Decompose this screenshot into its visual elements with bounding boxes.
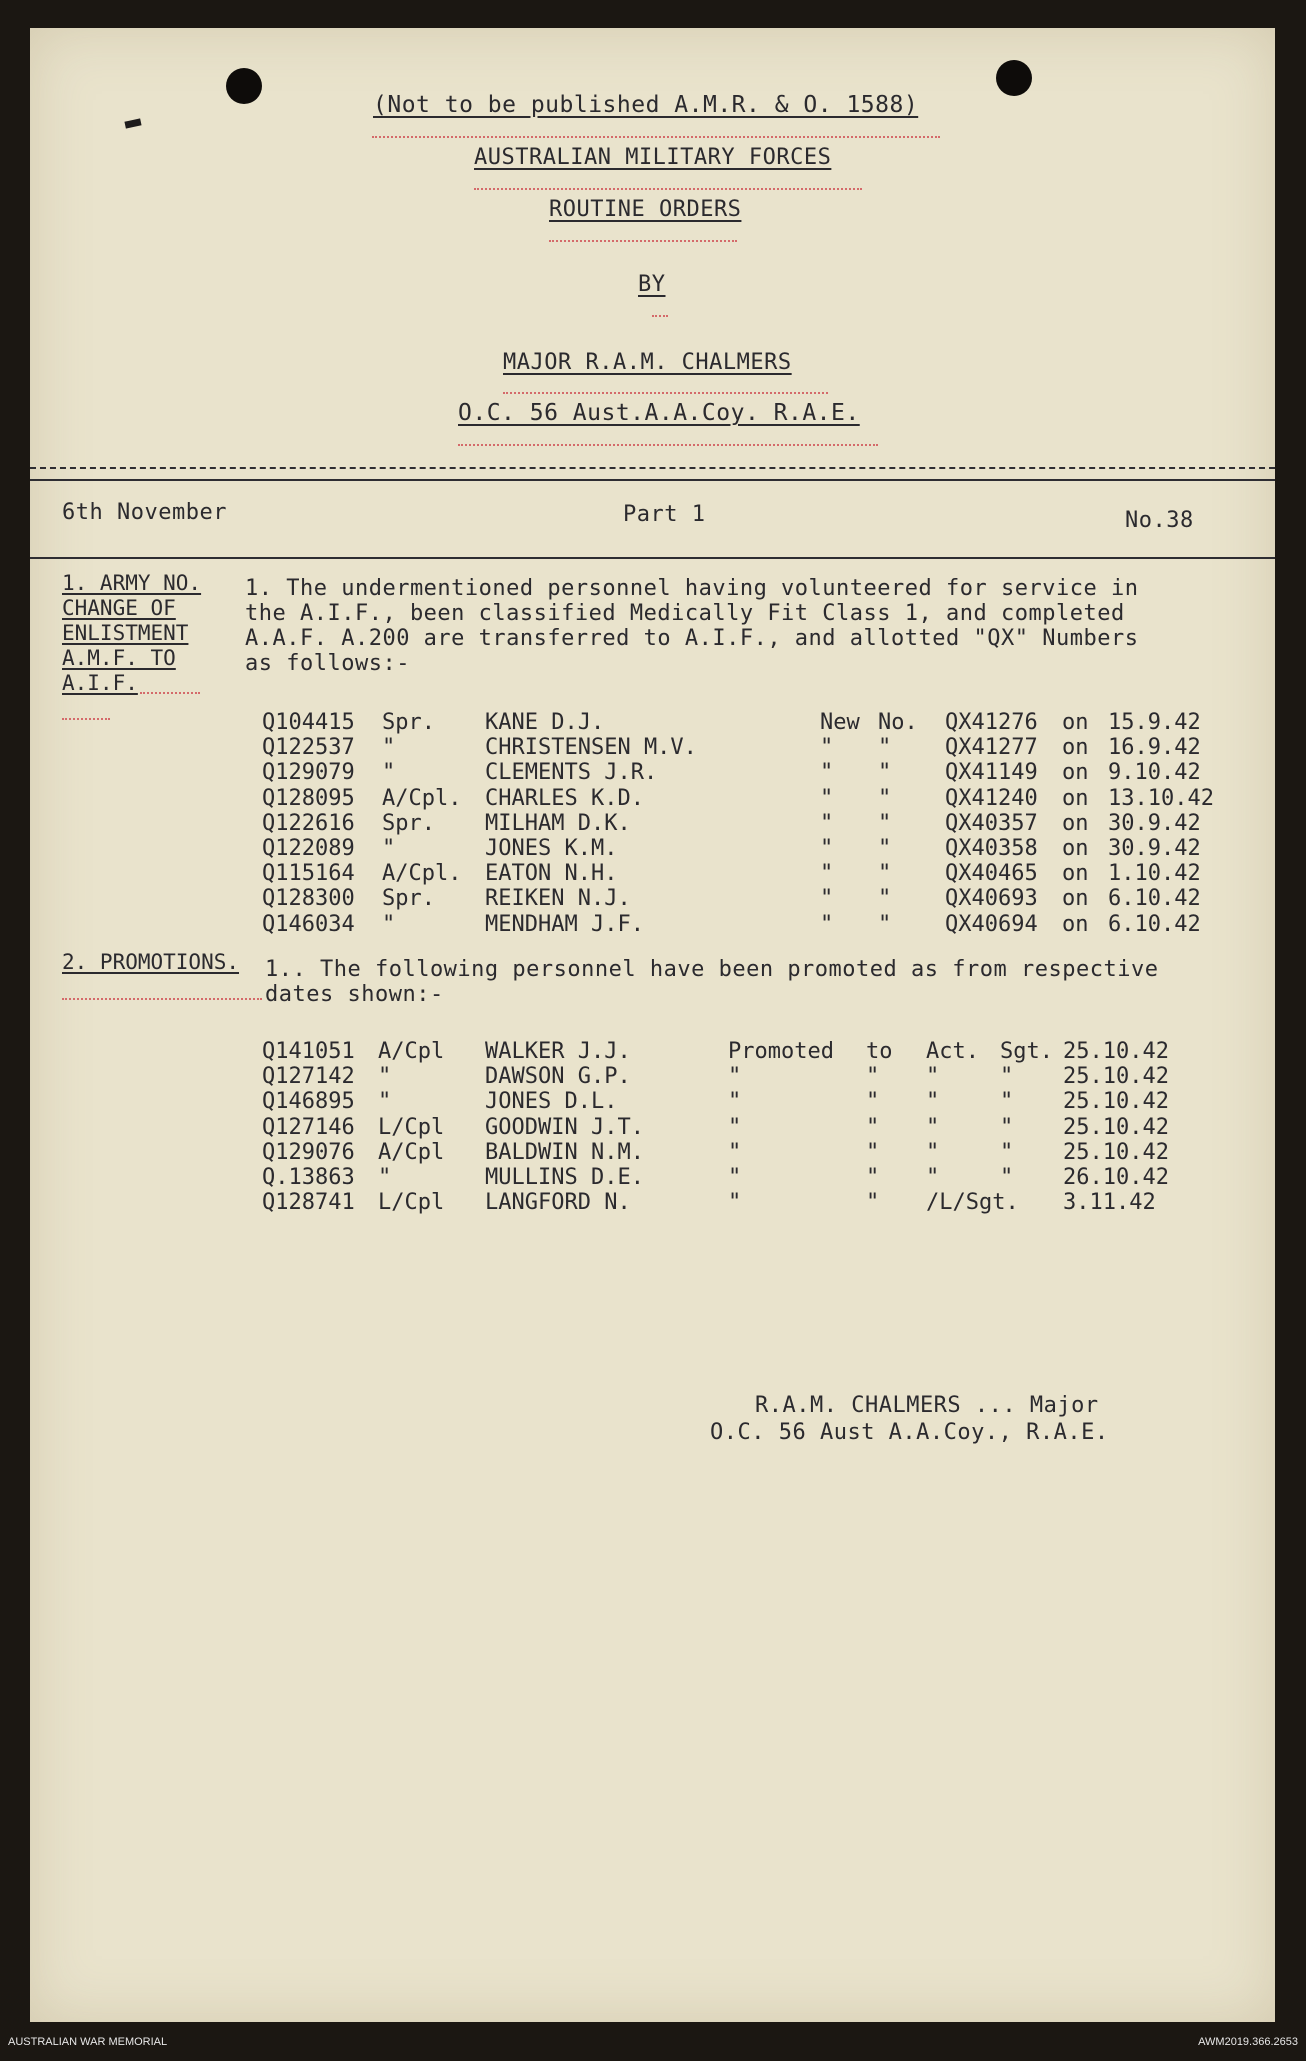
section1-label-line: CHANGE OF (62, 596, 176, 620)
promotion-name: BALDWIN N.M. (485, 1139, 644, 1165)
transfer-date: 30.9.42 (1108, 836, 1201, 861)
restriction-note: (Not to be published A.M.R. & O. 1588) (373, 92, 919, 118)
punch-hole (996, 60, 1032, 96)
transfer-c1: " (820, 735, 834, 761)
promotion-a: " (728, 1114, 742, 1140)
promotion-d: Sgt. (1000, 1039, 1053, 1064)
transfer-name: CHRISTENSEN M.V. (485, 735, 697, 761)
promotion-c: Act. (926, 1039, 979, 1064)
transfer-row (0, 836, 1306, 862)
transfer-no: Q129079 (262, 760, 355, 786)
promotion-b: " (866, 1089, 880, 1115)
transfer-c2: " (878, 911, 892, 937)
promotion-a: " (728, 1064, 742, 1090)
transfer-no: Q122616 (262, 810, 355, 836)
promotion-row (0, 1039, 1306, 1065)
red-dotted-rule (549, 240, 737, 242)
promotion-row (0, 1115, 1306, 1141)
transfer-c1: " (820, 810, 834, 836)
promotion-b: " (866, 1165, 880, 1190)
transfer-date: 6.10.42 (1108, 911, 1201, 937)
promotion-a: " (728, 1165, 742, 1190)
footer-left: AUSTRALIAN WAR MEMORIAL (8, 2036, 168, 2048)
promotion-date: 25.10.42 (1063, 1114, 1169, 1140)
promotion-no: Q141051 (262, 1039, 355, 1064)
section1-label-line: ENLISTMENT (62, 621, 189, 645)
order-number: No.38 (1125, 508, 1194, 533)
transfer-newno: QX40694 (945, 911, 1038, 937)
promotion-no: Q127142 (262, 1064, 355, 1090)
transfer-rank: " (382, 836, 396, 861)
transfer-name: CHARLES K.D. (485, 785, 644, 811)
transfer-name: EATON N.H. (485, 861, 618, 887)
section2-text-line: dates shown:- (265, 982, 444, 1007)
transfer-c1: " (820, 861, 834, 887)
promotion-row (0, 1165, 1306, 1191)
transfer-c2: " (878, 861, 892, 887)
promotion-rank: A/Cpl (378, 1139, 445, 1165)
transfer-c2: " (878, 760, 892, 786)
order-date: 6th November (62, 500, 227, 525)
red-dotted-rule (652, 315, 668, 317)
promotion-d: " (1000, 1165, 1014, 1190)
transfer-name: MENDHAM J.F. (485, 911, 644, 937)
transfer-on: on (1062, 735, 1089, 761)
punch-hole (226, 68, 262, 104)
transfer-row (0, 811, 1306, 837)
transfer-row (0, 735, 1306, 761)
signature-line: O.C. 56 Aust A.A.Coy., R.A.E. (710, 1420, 1109, 1445)
red-dotted-rule (140, 692, 200, 694)
top-rule (30, 479, 1275, 481)
promotion-a: Promoted (728, 1039, 834, 1064)
promotion-no: Q129076 (262, 1139, 355, 1165)
promotion-b: " (866, 1114, 880, 1140)
promotion-row (0, 1064, 1306, 1090)
transfer-c2: No. (878, 710, 918, 735)
transfer-c2: " (878, 836, 892, 861)
officer-heading: MAJOR R.A.M. CHALMERS (503, 350, 792, 375)
transfer-date: 9.10.42 (1108, 760, 1201, 786)
transfer-on: on (1062, 861, 1089, 887)
transfer-date: 15.9.42 (1108, 710, 1201, 735)
transfer-no: Q122089 (262, 836, 355, 861)
forces-heading: AUSTRALIAN MILITARY FORCES (474, 145, 832, 170)
transfer-on: on (1062, 810, 1089, 836)
section1-label-line: 1. ARMY NO. (62, 571, 202, 595)
transfer-row (0, 786, 1306, 812)
red-dotted-rule (458, 444, 878, 446)
transfer-rank: Spr. (382, 810, 435, 836)
transfer-date: 16.9.42 (1108, 735, 1201, 761)
transfer-on: on (1062, 785, 1089, 811)
transfer-c2: " (878, 735, 892, 761)
transfer-date: 30.9.42 (1108, 810, 1201, 836)
promotion-no: Q146895 (262, 1089, 355, 1115)
transfer-newno: QX41276 (945, 710, 1038, 735)
transfer-row (0, 886, 1306, 912)
transfer-c1: " (820, 785, 834, 811)
transfer-on: on (1062, 886, 1089, 912)
section1-text-line: A.A.F. A.200 are transferred to A.I.F., and allotted "QX" Numbers (245, 626, 1139, 651)
info-rule (30, 557, 1275, 559)
promotion-c: " (926, 1165, 940, 1190)
section2-text-line: 1.. The following personnel have been promoted as from respective (265, 957, 1159, 982)
transfer-on: on (1062, 911, 1089, 937)
transfer-on: on (1062, 760, 1089, 786)
section1-text-line: as follows:- (245, 651, 410, 676)
section1-label-line: A.I.F. (62, 671, 138, 695)
section1-label-line: A.M.F. TO (62, 646, 176, 670)
red-dotted-rule (372, 136, 940, 138)
promotion-no: Q128741 (262, 1190, 355, 1216)
promotion-name: LANGFORD N. (485, 1190, 631, 1216)
transfer-newno: QX40465 (945, 861, 1038, 887)
transfer-rank: A/Cpl. (382, 861, 462, 887)
promotion-rank: " (378, 1064, 392, 1090)
transfer-c1: New (820, 710, 860, 735)
promotion-rank: A/Cpl (378, 1039, 445, 1064)
unit-heading: O.C. 56 Aust.A.A.Coy. R.A.E. (458, 400, 860, 426)
transfer-no: Q146034 (262, 911, 355, 937)
signature-line: R.A.M. CHALMERS ... Major (755, 1393, 1099, 1418)
transfer-name: MILHAM D.K. (485, 810, 631, 836)
promotion-date: 25.10.42 (1063, 1089, 1169, 1115)
transfer-no: Q128300 (262, 886, 355, 912)
transfer-row (0, 861, 1306, 887)
transfer-name: CLEMENTS J.R. (485, 760, 658, 786)
promotion-c: " (926, 1064, 940, 1090)
promotion-rank: " (378, 1165, 392, 1190)
transfer-row (0, 912, 1306, 938)
promotion-date: 3.11.42 (1063, 1190, 1156, 1216)
promotion-rank: " (378, 1089, 392, 1115)
transfer-date: 6.10.42 (1108, 886, 1201, 912)
promotion-b: " (866, 1139, 880, 1165)
transfer-name: REIKEN N.J. (485, 886, 631, 912)
document-page (30, 28, 1275, 2022)
transfer-c2: " (878, 886, 892, 912)
transfer-row (0, 710, 1306, 736)
transfer-on: on (1062, 710, 1089, 735)
promotion-rank: L/Cpl (378, 1190, 445, 1216)
by-heading: BY (638, 272, 666, 297)
promotion-a: " (728, 1190, 742, 1216)
promotion-date: 25.10.42 (1063, 1039, 1169, 1064)
top-rule (30, 467, 1275, 469)
transfer-date: 1.10.42 (1108, 861, 1201, 887)
transfer-newno: QX41149 (945, 760, 1038, 786)
transfer-newno: QX40693 (945, 886, 1038, 912)
transfer-newno: QX41277 (945, 735, 1038, 761)
transfer-no: Q122537 (262, 735, 355, 761)
transfer-newno: QX41240 (945, 785, 1038, 811)
promotion-date: 25.10.42 (1063, 1064, 1169, 1090)
transfer-c1: " (820, 886, 834, 912)
promotion-name: GOODWIN J.T. (485, 1114, 644, 1140)
section1-text-line: 1. The undermentioned personnel having volunteered for service in (245, 576, 1139, 601)
transfer-rank: " (382, 760, 396, 786)
promotion-d: " (1000, 1064, 1014, 1090)
transfer-c2: " (878, 810, 892, 836)
promotion-b: to (866, 1039, 893, 1064)
transfer-newno: QX40357 (945, 810, 1038, 836)
promotion-name: JONES D.L. (485, 1089, 618, 1115)
promotion-d: " (1000, 1139, 1014, 1165)
order-part: Part 1 (623, 502, 706, 527)
promotion-b: " (866, 1064, 880, 1090)
transfer-name: KANE D.J. (485, 710, 605, 735)
promotion-d: " (1000, 1114, 1014, 1140)
red-dotted-rule (474, 188, 862, 190)
promotion-no: Q127146 (262, 1114, 355, 1140)
transfer-rank: Spr. (382, 886, 435, 912)
promotion-name: DAWSON G.P. (485, 1064, 631, 1090)
promotion-c: " (926, 1089, 940, 1115)
promotion-date: 26.10.42 (1063, 1165, 1169, 1190)
transfer-rank: Spr. (382, 710, 435, 735)
transfer-date: 13.10.42 (1108, 785, 1214, 811)
promotion-d: " (1000, 1089, 1014, 1115)
transfer-c2: " (878, 785, 892, 811)
promotion-b: " (866, 1190, 880, 1216)
promotion-c: /L/Sgt. (926, 1190, 1019, 1216)
transfer-rank: " (382, 911, 396, 937)
transfer-c1: " (820, 760, 834, 786)
transfer-no: Q115164 (262, 861, 355, 887)
transfer-on: on (1062, 836, 1089, 861)
transfer-no: Q128095 (262, 785, 355, 811)
footer-right: AWM2019.366.2653 (1198, 2036, 1298, 2048)
archive-footer (0, 2022, 1306, 2061)
transfer-rank: A/Cpl. (382, 785, 462, 811)
promotion-name: MULLINS D.E. (485, 1165, 644, 1190)
promotion-row (0, 1190, 1306, 1216)
red-dotted-rule (62, 998, 262, 1000)
section1-text-line: the A.I.F., been classified Medically Fit Class 1, and completed (245, 601, 1125, 626)
promotion-rank: L/Cpl (378, 1114, 445, 1140)
promotion-date: 25.10.42 (1063, 1139, 1169, 1165)
section2-label: 2. PROMOTIONS. (62, 950, 240, 974)
transfer-name: JONES K.M. (485, 836, 618, 861)
promotion-name: WALKER J.J. (485, 1039, 631, 1064)
promotion-no: Q.13863 (262, 1165, 355, 1190)
promotion-a: " (728, 1089, 742, 1115)
promotion-c: " (926, 1114, 940, 1140)
orders-heading: ROUTINE ORDERS (549, 197, 742, 222)
transfer-c1: " (820, 836, 834, 861)
red-dotted-rule (503, 392, 828, 394)
promotion-c: " (926, 1139, 940, 1165)
promotion-row (0, 1089, 1306, 1115)
promotion-a: " (728, 1139, 742, 1165)
transfer-newno: QX40358 (945, 836, 1038, 861)
transfer-row (0, 760, 1306, 786)
transfer-no: Q104415 (262, 710, 355, 735)
promotion-row (0, 1140, 1306, 1166)
transfer-c1: " (820, 911, 834, 937)
transfer-rank: " (382, 735, 396, 761)
